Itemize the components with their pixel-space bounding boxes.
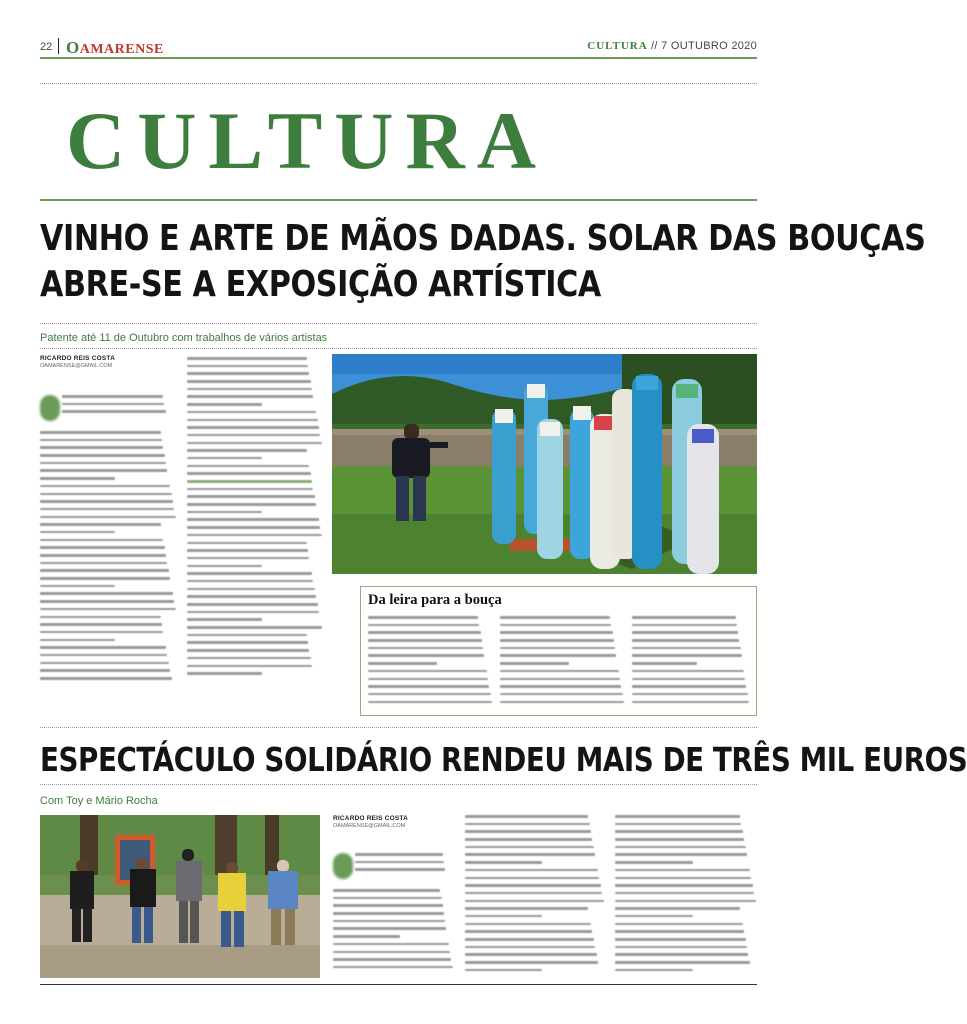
page-number: 22 (40, 41, 53, 53)
text-line (187, 495, 315, 498)
text-line (187, 634, 307, 637)
text-line (187, 403, 262, 406)
header-date: 7 OUTUBRO 2020 (661, 40, 757, 52)
text-line (500, 654, 616, 657)
text-line (187, 672, 262, 675)
text-line (187, 526, 320, 529)
text-line (615, 823, 741, 826)
text-line (40, 546, 165, 549)
header-section: CULTURA (587, 40, 648, 52)
text-line (333, 966, 453, 969)
text-line (187, 472, 311, 475)
text-line (465, 869, 598, 872)
dotted-divider (40, 348, 757, 349)
article1-author-email: OAMARENSE@GMAIL.COM (40, 363, 113, 369)
text-line (355, 861, 444, 864)
article2-column1 (333, 889, 455, 979)
text-line (465, 877, 599, 880)
article1-photo-illustration (332, 354, 757, 574)
text-line (465, 884, 601, 887)
text-line (465, 853, 595, 856)
dropcap (40, 395, 60, 421)
text-line (368, 678, 488, 681)
text-line (500, 631, 613, 634)
text-line (465, 830, 591, 833)
text-line (40, 485, 170, 488)
text-line (187, 419, 318, 422)
text-line (368, 631, 481, 634)
text-line (333, 951, 450, 954)
sidebar-column3 (632, 616, 750, 710)
text-line (40, 654, 167, 657)
article2-column2 (465, 815, 605, 979)
text-line (187, 511, 262, 514)
text-line (355, 868, 445, 871)
text-line (187, 626, 322, 629)
article2-subtitle: Com Toy e Mário Rocha (40, 795, 158, 807)
text-line (187, 580, 313, 583)
text-line (187, 503, 316, 506)
text-line (632, 631, 738, 634)
text-line (632, 616, 736, 619)
sidebar-column1 (368, 616, 493, 710)
text-line (632, 693, 748, 696)
text-line (465, 923, 591, 926)
publication-logo (66, 38, 164, 58)
text-line (187, 372, 309, 375)
text-line (187, 641, 308, 644)
dotted-divider (40, 323, 757, 324)
header-section-date (587, 40, 757, 52)
article2-headline: ESPECTÁCULO SOLIDÁRIO RENDEU MAIS DE TRÊS MIL EUROS (40, 740, 967, 779)
text-line (187, 595, 316, 598)
bottom-rule (40, 984, 757, 985)
header-separator (58, 38, 59, 54)
text-line (500, 647, 615, 650)
text-line (615, 853, 747, 856)
text-line (40, 477, 115, 480)
text-line (40, 516, 176, 519)
text-line (333, 920, 445, 923)
text-line (368, 685, 489, 688)
text-line (465, 915, 542, 918)
text-line (368, 647, 483, 650)
text-line (62, 395, 163, 398)
text-line (632, 701, 749, 704)
text-line (368, 662, 437, 665)
text-line (187, 395, 313, 398)
text-line (187, 434, 320, 437)
text-line (632, 639, 739, 642)
text-line (40, 469, 167, 472)
text-line (187, 426, 319, 429)
text-line (187, 572, 312, 575)
text-line (187, 465, 309, 468)
text-line (500, 670, 619, 673)
text-line (632, 662, 697, 665)
text-line (187, 480, 312, 483)
header-date-separator: // (647, 40, 662, 52)
text-line (368, 701, 492, 704)
text-line (333, 912, 444, 915)
text-line (187, 665, 312, 668)
text-line (615, 930, 744, 933)
text-line (40, 508, 174, 511)
text-line (500, 624, 611, 627)
text-line (465, 930, 592, 933)
article2-author: RICARDO REIS COSTA (333, 815, 408, 822)
text-line (500, 693, 623, 696)
text-line (333, 897, 442, 900)
text-line (187, 449, 307, 452)
text-line (615, 938, 746, 941)
article2-photo (40, 815, 320, 978)
text-line (333, 943, 449, 946)
text-line (40, 431, 161, 434)
text-line (40, 562, 167, 565)
text-line (187, 588, 315, 591)
text-line (465, 907, 588, 910)
text-line (615, 846, 746, 849)
text-line (615, 953, 748, 956)
text-line (500, 616, 610, 619)
text-line (500, 662, 569, 665)
text-line (40, 539, 163, 542)
article1-column2 (187, 357, 323, 687)
text-line (187, 365, 308, 368)
text-line (368, 624, 479, 627)
text-line (333, 958, 451, 961)
text-line (368, 639, 482, 642)
text-line (40, 639, 115, 642)
text-line (333, 935, 400, 938)
text-line (40, 631, 163, 634)
text-line (465, 900, 604, 903)
text-line (465, 838, 592, 841)
text-line (40, 623, 162, 626)
text-line (187, 388, 312, 391)
text-line (500, 639, 614, 642)
text-line (40, 462, 166, 465)
text-line (40, 523, 161, 526)
text-line (465, 946, 595, 949)
article2-column1-intro (355, 853, 455, 883)
text-line (615, 877, 751, 880)
text-line (187, 542, 307, 545)
text-line (187, 557, 309, 560)
text-line (40, 662, 169, 665)
text-line (615, 884, 753, 887)
article1-photo (332, 354, 757, 574)
text-line (615, 923, 743, 926)
text-line (40, 454, 165, 457)
text-line (615, 946, 747, 949)
text-line (40, 646, 166, 649)
text-line (40, 616, 161, 619)
text-line (632, 647, 741, 650)
sidebar-column2 (500, 616, 625, 710)
text-line (465, 892, 602, 895)
article1-headline-line2: ABRE-SE A EXPOSIÇÃO ARTÍSTICA (40, 264, 601, 305)
text-line (615, 815, 740, 818)
dotted-divider (40, 727, 757, 728)
text-line (615, 869, 750, 872)
text-line (40, 493, 172, 496)
text-line (40, 585, 115, 588)
text-line (187, 488, 313, 491)
article1-column1 (40, 431, 177, 687)
text-line (615, 900, 756, 903)
text-line (40, 446, 163, 449)
header-rule (40, 57, 757, 59)
article1-subtitle: Patente até 11 de Outubro com trabalhos de vários artistas (40, 332, 328, 344)
text-line (615, 838, 744, 841)
text-line (465, 938, 594, 941)
text-line (465, 823, 590, 826)
text-line (615, 830, 743, 833)
text-line (187, 357, 307, 360)
text-line (40, 554, 166, 557)
text-line (465, 815, 588, 818)
article2-column3 (615, 815, 757, 979)
text-line (615, 915, 693, 918)
logo-text: AMARENSE (79, 42, 164, 57)
text-line (632, 624, 737, 627)
text-line (333, 904, 443, 907)
text-line (187, 549, 308, 552)
text-line (187, 442, 322, 445)
article2-author-email: OAMARENSE@GMAIL.COM (333, 823, 406, 829)
text-line (500, 678, 620, 681)
text-line (187, 603, 318, 606)
text-line (187, 611, 319, 614)
text-line (465, 953, 597, 956)
text-line (40, 608, 176, 611)
text-line (40, 677, 172, 680)
text-line (465, 846, 594, 849)
text-line (40, 592, 173, 595)
text-line (368, 616, 478, 619)
text-line (187, 380, 311, 383)
text-line (368, 670, 487, 673)
article1-author: RICARDO REIS COSTA (40, 355, 115, 362)
dotted-divider (40, 784, 757, 785)
text-line (615, 961, 750, 964)
text-line (187, 411, 316, 414)
text-line (40, 569, 169, 572)
text-line (40, 500, 173, 503)
text-line (615, 969, 693, 972)
text-line (355, 853, 443, 856)
text-line (187, 518, 319, 521)
text-line (632, 678, 745, 681)
text-line (187, 457, 262, 460)
text-line (615, 907, 740, 910)
text-line (333, 927, 446, 930)
text-line (615, 861, 693, 864)
text-line (632, 685, 746, 688)
text-line (465, 861, 542, 864)
text-line (632, 654, 742, 657)
text-line (500, 685, 621, 688)
dotted-divider (40, 83, 757, 84)
text-line (187, 565, 262, 568)
text-line (40, 600, 174, 603)
logo-o: O (66, 38, 80, 57)
text-line (615, 892, 754, 895)
text-line (500, 701, 624, 704)
text-line (368, 654, 484, 657)
text-line (187, 657, 311, 660)
text-line (632, 670, 744, 673)
article1-headline-line1: VINHO E ARTE DE MÃOS DADAS. SOLAR DAS BOUÇAS (40, 218, 926, 259)
text-line (187, 534, 322, 537)
text-line (40, 439, 162, 442)
text-line (62, 403, 164, 406)
text-line (187, 618, 262, 621)
text-line (40, 577, 170, 580)
text-line (333, 889, 440, 892)
section-title: CULTURA (66, 95, 548, 186)
article2-photo-illustration (40, 815, 320, 978)
text-line (368, 693, 491, 696)
text-line (40, 531, 115, 534)
section-rule (40, 199, 757, 201)
text-line (40, 669, 170, 672)
dropcap (333, 853, 353, 879)
text-line (187, 649, 309, 652)
text-line (465, 961, 598, 964)
text-line (62, 410, 166, 413)
text-line (465, 969, 542, 972)
sidebar-box-title: Da leira para a bouça (368, 592, 502, 608)
article1-column1-intro (62, 395, 177, 425)
